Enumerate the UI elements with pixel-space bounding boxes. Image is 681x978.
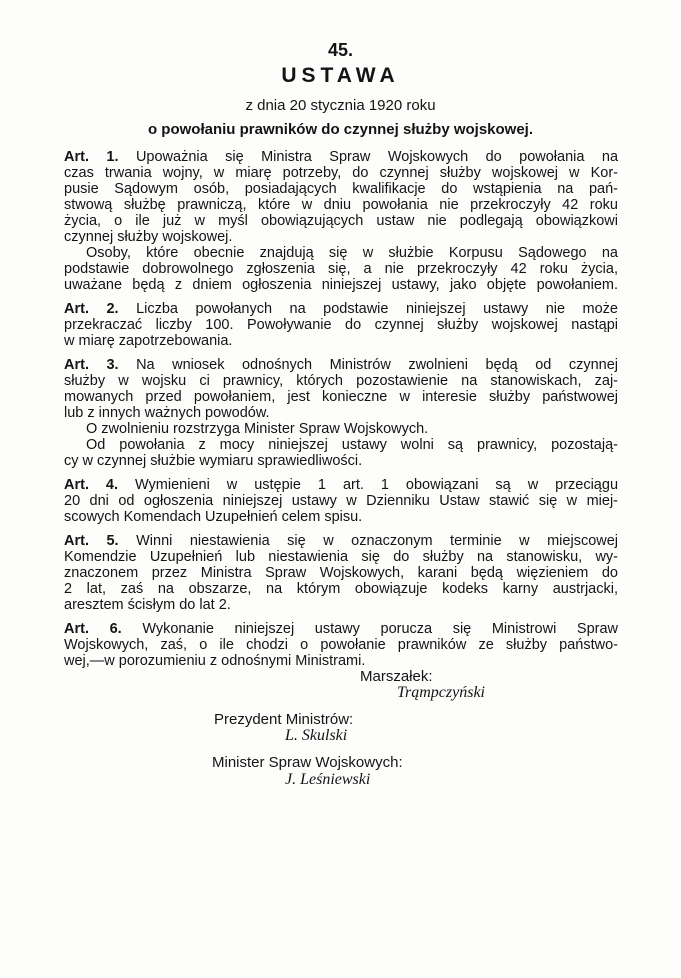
article-line: 20 dni od ogłoszenia niniejszej ustawy w Dzienniku Ustaw stawić się w miej- [64,493,618,509]
article-line: służby w wojsku ci prawnicy, których pozostawienie na stanowiskach, zaj- [64,373,618,389]
article-5-line [64,533,618,549]
article-line: znaczonem przez Ministra Spraw Wojskowych, karani będą więzieniem do [64,565,618,581]
article-text: Osoby, które obecnie znajdują się w służbie Korpusu Sądowego na [86,245,618,261]
article-text: Liczba powołanych na podstawie niniejszej ustawy nie może [136,301,618,317]
article-line: uważane będą z dniem ogłoszenia niniejszej ustawy, jako objęte powołaniem. [64,277,618,293]
article-line: pusie Sądowym osób, posiadających kwalifikacje do wstąpienia na pań- [64,181,618,197]
article-text: Na wniosek odnośnych Ministrów zwolnieni będą od czynnej [136,357,618,373]
marshal-label: Marszałek: [360,668,433,685]
article-line: lub z innych ważnych powodów. [64,405,270,421]
article-line: życia, o ile już w myśl obowiązujących ustaw nie podlegają obowiązkowi [64,213,618,229]
article-line: wej,—w porozumieniu z odnośnymi Ministrami. [64,653,366,669]
article-text: Upoważnia się Ministra Spraw Wojskowych do powołania na [135,149,618,165]
article-4-line [64,477,618,493]
subject-line: o powołaniu prawników do czynnej służby wojskowej. [147,121,534,138]
article-line: 2 lat, zaś na obszarze, na którym obowiązuje kodeks karny austrjacki, [64,581,618,597]
prime-minister-label: Prezydent Ministrów: [214,711,354,728]
article-3-line [64,357,618,373]
article-line: przekraczać liczby 100. Powoływanie do czynnej służby wojskowej nastąpi [64,317,618,333]
article-text: O zwolnieniu rozstrzyga Minister Spraw Wojskowych. [86,421,429,437]
article-3-label: Art. 3. [64,357,119,373]
article-4-label: Art. 4. [64,477,119,493]
minister-name: J. Leśniewski [285,771,371,788]
date-line: z dnia 20 stycznia 1920 roku [245,97,436,114]
article-2-line [64,301,618,317]
minister-label: Minister Spraw Wojskowych: [212,754,403,771]
article-line: cy w czynnej służbie wymiaru sprawiedliwości. [64,453,363,469]
article-line: w miarę zapotrzebowania. [64,333,233,349]
page-number: 45. [327,40,354,60]
article-line: stwową służbę prawniczą, które w dniu powołania nie przekroczyły 42 roku [64,197,618,213]
article-line: czynnej służby wojskowej. [64,229,233,245]
article-1-line [64,149,618,165]
article-line [64,437,618,453]
article-line: czas trwania wojny, w miarę potrzeby, do czynnej służby wojskowej w Kor- [64,165,618,181]
article-text: Od powołania z mocy niniejszej ustawy wolni są prawnicy, pozostają- [86,437,618,453]
article-2-label: Art. 2. [64,301,119,317]
article-line [64,245,618,261]
article-1-label: Art. 1. [64,149,119,165]
article-6-line [64,621,618,637]
article-line: mowanych przed powołaniem, jest konieczne w interesie służby państwowej [64,389,618,405]
article-line: aresztem ścisłym do lat 2. [64,597,231,613]
article-line: Komendzie Uzupełnień lub niestawienia się do służby na stanowisku, wy- [64,549,618,565]
marshal-name: Trąmpczyński [397,684,485,701]
article-text: Wykonanie niniejszej ustawy porucza się Ministrowi Spraw [142,621,618,637]
article-text: Wymienieni w ustępie 1 art. 1 obowiązani są w przeciągu [135,477,618,493]
article-line: podstawie dobrowolnego zgłoszenia się, a nie przekroczyły 42 roku życia, [64,261,618,277]
article-6-label: Art. 6. [64,621,122,637]
document-title: USTAWA [281,64,400,87]
prime-minister-name: L. Skulski [285,727,348,744]
article-5-label: Art. 5. [64,533,119,549]
article-line: Wojskowych, zaś, o ile chodzi o powołanie prawników ze służby państwo- [64,637,618,653]
article-line [64,421,618,437]
article-line: scowych Komendach Uzupełnień celem spisu. [64,509,363,525]
article-text: Winni niestawienia się w oznaczonym terminie w miejscowej [136,533,618,549]
